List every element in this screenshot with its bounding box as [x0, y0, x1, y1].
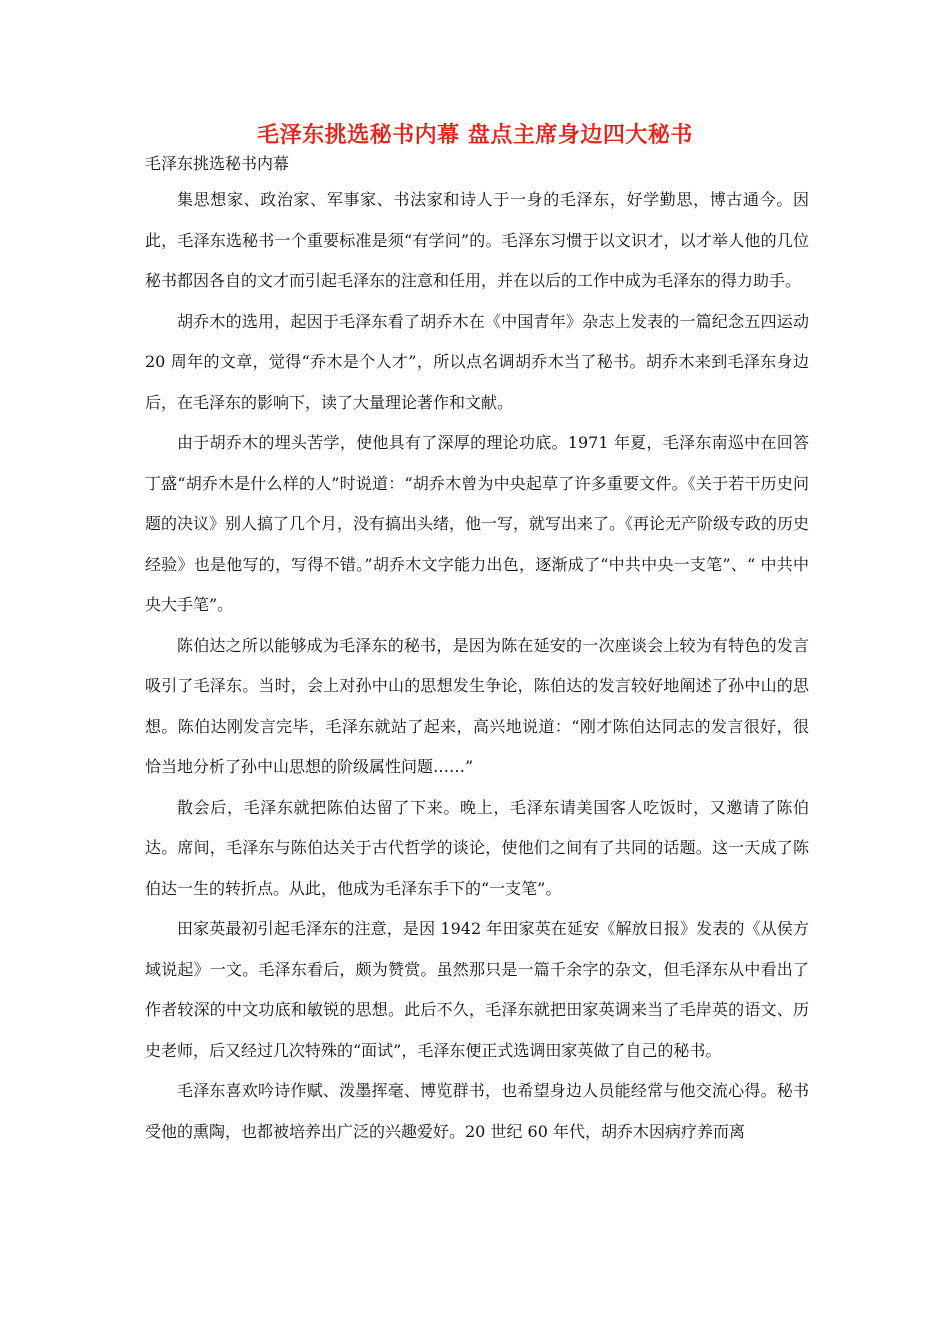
document-body — [145, 180, 809, 1152]
document-subtitle: 毛泽东挑选秘书内幕 — [145, 154, 290, 173]
paragraph-chen-boda-selection: 陈伯达之所以能够成为毛泽东的秘书，是因为陈在延安的一次座谈会上较为有特色的发言吸引了毛泽东。当时，会上对孙中山的思想发生争论，陈伯达的发言较好地阐述了孙中山的思想。陈伯达刚发言完毕，毛泽东就站了起来，高兴地说道：“刚才陈伯达同志的发言很好，很恰当地分析了孙中山思想的阶级属性问题……” — [145, 635, 809, 776]
paragraph-intro: 集思想家、政治家、军事家、书法家和诗人于一身的毛泽东，好学勤思，博古通今。因此，毛泽东选秘书一个重要标准是须“有学问”的。毛泽东习惯于以文识才，以才举人他的几位秘书都因各自的文才而引起毛泽东的注意和任用，并在以后的工作中成为毛泽东的得力助手。 — [145, 190, 809, 290]
paragraph-chen-boda-turning-point: 散会后，毛泽东就把陈伯达留了下来。晚上，毛泽东请美国客人吃饭时，又邀请了陈伯达。席间，毛泽东与陈伯达关于古代哲学的谈论，使他们之间有了共同的话题。这一天成了陈伯达一生的转折点。从此，他成为毛泽东手下的“一支笔”。 — [145, 797, 809, 898]
paragraph-interests: 毛泽东喜欢吟诗作赋、泼墨挥毫、博览群书，也希望身边人员能经常与他交流心得。秘书受他的熏陶，也都被培养出广泛的兴趣爱好。20 世纪 60 年代，胡乔木因病疗养而离 — [145, 1081, 809, 1141]
paragraph-hu-qiaomu-ability: 由于胡乔木的埋头苦学，使他具有了深厚的理论功底。1971 年夏，毛泽东南巡中在回答丁盛“胡乔木是什么样的人”时说道：“胡乔木曾为中央起草了许多重要文件。《关于若干历史问题的决议》别人搞了几个月，没有搞出头绪，他一写，就写出来了。《再论无产阶级专政的历史经验》也是他写的，写得不错。”胡乔木文字能力出色，逐渐成了“中共中央一支笔”、“ 中共中央大手笔”。 — [145, 433, 810, 614]
paragraph-tian-jiaying: 田家英最初引起毛泽东的注意，是因 1942 年田家英在延安《解放日报》发表的《从侯方域说起》一文。毛泽东看后，颇为赞赏。虽然那只是一篇千余字的杂文，但毛泽东从中看出了作者较深的中文功底和敏锐的思想。此后不久，毛泽东就把田家英调来当了毛岸英的语文、历史老师，后又经过几次特殊的“面试”，毛泽东便正式选调田家英做了自己的秘书。 — [145, 919, 809, 1060]
paragraph-hu-qiaomu-selection: 胡乔木的选用，起因于毛泽东看了胡乔木在《中国青年》杂志上发表的一篇纪念五四运动 20 周年的文章，觉得“乔木是个人才”，所以点名调胡乔木当了秘书。胡乔木来到毛泽东身边后，在毛泽东的影响下，读了大量理论著作和文献。 — [145, 311, 809, 412]
document-title: 毛泽东挑选秘书内幕 盘点主席身边四大秘书 — [257, 122, 693, 148]
